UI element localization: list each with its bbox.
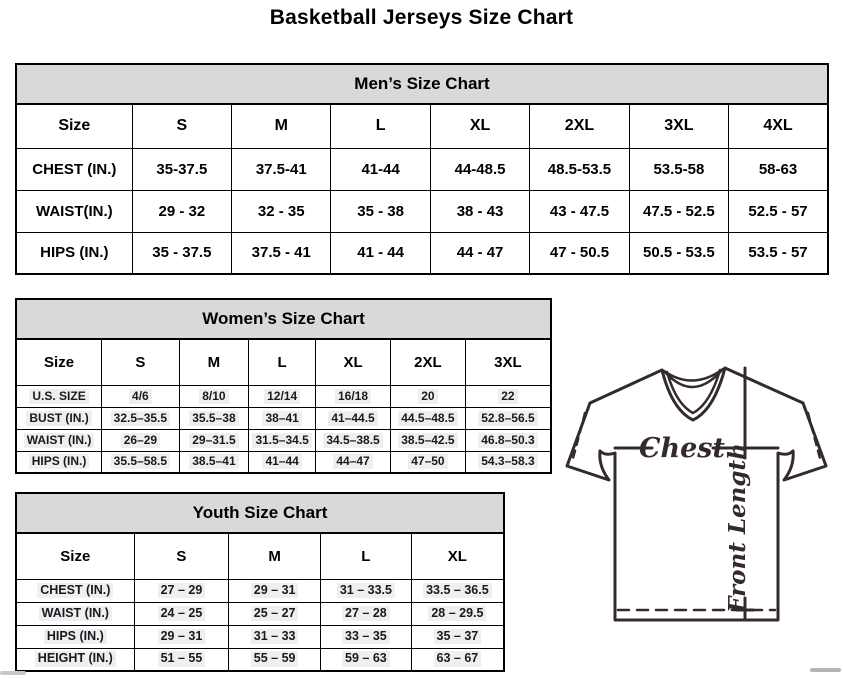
size-value: 16/18: [335, 389, 371, 404]
size-value: 44–47: [333, 454, 372, 469]
size-value: 31 – 33.5: [337, 583, 395, 599]
size-value-cell: [179, 385, 249, 407]
column-header: XL: [411, 533, 504, 579]
size-value-cell: 43 - 47.5: [530, 190, 629, 232]
row-label: [16, 602, 134, 625]
size-value-cell: [465, 429, 551, 451]
size-value-cell: 58-63: [729, 148, 828, 190]
size-value-cell: [229, 625, 321, 648]
column-header: 4XL: [729, 104, 828, 148]
size-value-cell: 35 - 38: [331, 190, 430, 232]
column-header: Size: [16, 533, 134, 579]
size-value-cell: [321, 648, 412, 671]
size-value: 26–29: [121, 433, 160, 448]
size-value-cell: [249, 429, 316, 451]
size-value: 28 – 29.5: [428, 606, 486, 622]
table-row: [16, 625, 504, 648]
size-value: 22: [498, 389, 517, 404]
size-value: 41–44.5: [328, 411, 377, 426]
column-header: Size: [16, 339, 102, 385]
table-row: [16, 429, 551, 451]
size-value-cell: [249, 407, 316, 429]
scrollbar-thumb-fragment-right[interactable]: [810, 668, 841, 672]
size-value: 63 – 67: [434, 651, 482, 667]
column-header: 3XL: [629, 104, 728, 148]
table-title: Women’s Size Chart: [16, 299, 551, 339]
size-value-cell: [316, 429, 391, 451]
row-label-text: WAIST (IN.): [24, 433, 95, 448]
mens-size-chart-table: [15, 63, 829, 275]
size-value: 38–41: [262, 411, 301, 426]
row-label-text: CHEST (IN.): [37, 583, 113, 599]
scrollbar-thumb-fragment-left[interactable]: [0, 671, 26, 675]
size-value: 31.5–34.5: [252, 433, 311, 448]
row-label-text: WAIST (IN.): [39, 606, 112, 622]
column-header: S: [132, 104, 231, 148]
size-value: 24 – 25: [158, 606, 206, 622]
jersey-collar-arc-2: [665, 370, 722, 387]
size-value: 8/10: [199, 389, 228, 404]
jersey-left-cuff-dashes: [572, 413, 585, 462]
size-value-cell: 38 - 43: [430, 190, 529, 232]
size-value-cell: [134, 625, 229, 648]
size-value-cell: [316, 407, 391, 429]
size-value-cell: [134, 579, 229, 602]
table-row: [16, 148, 828, 190]
size-value-cell: [102, 429, 180, 451]
column-header: 2XL: [530, 104, 629, 148]
size-value: 32.5–35.5: [111, 411, 170, 426]
table-row: [16, 602, 504, 625]
row-label: [16, 385, 102, 407]
row-label: HIPS (IN.): [16, 232, 132, 274]
table-title: Youth Size Chart: [16, 493, 504, 533]
womens-size-chart-table: [15, 298, 552, 474]
size-value-cell: 47.5 - 52.5: [629, 190, 728, 232]
size-value-cell: 41-44: [331, 148, 430, 190]
size-value: 35.5–58.5: [111, 454, 170, 469]
row-label: [16, 429, 102, 451]
size-value-cell: [134, 648, 229, 671]
size-value-cell: [102, 407, 180, 429]
size-value-cell: [390, 385, 465, 407]
size-value-cell: [390, 429, 465, 451]
column-header: M: [229, 533, 321, 579]
table-row: [16, 648, 504, 671]
size-value-cell: 37.5-41: [232, 148, 331, 190]
size-value-cell: [102, 451, 180, 473]
row-label: WAIST(IN.): [16, 190, 132, 232]
size-value: 27 – 29: [158, 583, 206, 599]
table-row: [16, 232, 828, 274]
size-value-cell: [179, 407, 249, 429]
size-value-cell: [179, 429, 249, 451]
size-value: 38.5–42.5: [398, 433, 457, 448]
size-value-cell: 29 - 32: [132, 190, 231, 232]
size-value: 44.5–48.5: [398, 411, 457, 426]
size-value-cell: [134, 602, 229, 625]
size-value-cell: [102, 385, 180, 407]
size-value-cell: [411, 579, 504, 602]
size-value: 4/6: [129, 389, 152, 404]
size-value: 29 – 31: [251, 583, 299, 599]
size-value: 51 – 55: [158, 651, 206, 667]
row-label: [16, 625, 134, 648]
jersey-right-cuff-dashes: [808, 413, 821, 462]
size-value-cell: [411, 648, 504, 671]
jersey-illustration: [552, 358, 843, 658]
size-value-cell: [465, 407, 551, 429]
size-value-cell: [321, 579, 412, 602]
size-value-cell: [229, 602, 321, 625]
jersey-measurement-diagram: [552, 358, 843, 658]
size-value-cell: 37.5 - 41: [232, 232, 331, 274]
size-value-cell: [316, 385, 391, 407]
size-value-cell: [321, 625, 412, 648]
row-label: [16, 648, 134, 671]
size-value-cell: 44-48.5: [430, 148, 529, 190]
column-header: L: [249, 339, 316, 385]
size-value: 46.8–50.3: [478, 433, 537, 448]
size-value: 35 – 37: [434, 629, 482, 645]
row-label: [16, 407, 102, 429]
size-value-cell: 53.5-58: [629, 148, 728, 190]
size-value-cell: [249, 385, 316, 407]
size-value-cell: 44 - 47: [430, 232, 529, 274]
row-label-text: HEIGHT (IN.): [35, 651, 116, 667]
size-value-cell: 35 - 37.5: [132, 232, 231, 274]
row-label-text: BUST (IN.): [26, 411, 91, 426]
size-value-cell: [411, 625, 504, 648]
row-label-text: HIPS (IN.): [44, 629, 107, 645]
size-value-cell: [179, 451, 249, 473]
row-label-text: U.S. SIZE: [29, 389, 88, 404]
size-value: 29–31.5: [189, 433, 238, 448]
size-value-cell: [465, 451, 551, 473]
jersey-body: [600, 451, 793, 620]
size-value: 29 – 31: [158, 629, 206, 645]
table-title: Men’s Size Chart: [16, 64, 828, 104]
size-value-cell: 32 - 35: [232, 190, 331, 232]
size-value-cell: [321, 602, 412, 625]
size-value: 38.5–41: [189, 454, 238, 469]
table-row: [16, 190, 828, 232]
size-value-cell: [249, 451, 316, 473]
column-header: S: [102, 339, 180, 385]
size-value: 47–50: [408, 454, 447, 469]
row-label-text: HIPS (IN.): [29, 454, 90, 469]
size-value: 54.3–58.3: [478, 454, 537, 469]
size-value-cell: [411, 602, 504, 625]
size-value: 20: [418, 389, 437, 404]
size-value-cell: 50.5 - 53.5: [629, 232, 728, 274]
row-label: [16, 579, 134, 602]
table-row: [16, 579, 504, 602]
page-title: Basketball Jerseys Size Chart: [269, 6, 574, 29]
front-length-label: Front Length: [724, 443, 751, 613]
column-header: 2XL: [390, 339, 465, 385]
size-value-cell: 53.5 - 57: [729, 232, 828, 274]
size-value: 35.5–38: [189, 411, 238, 426]
column-header: XL: [316, 339, 391, 385]
column-header: XL: [430, 104, 529, 148]
size-value: 52.8–56.5: [478, 411, 537, 426]
column-header: 3XL: [465, 339, 551, 385]
youth-size-chart-table: [15, 492, 505, 672]
size-value-cell: [465, 385, 551, 407]
column-header: L: [321, 533, 412, 579]
size-value-cell: [390, 451, 465, 473]
size-value: 33 – 35: [342, 629, 390, 645]
row-label: [16, 451, 102, 473]
size-value: 59 – 63: [342, 651, 390, 667]
size-value-cell: 47 - 50.5: [530, 232, 629, 274]
size-value: 25 – 27: [251, 606, 299, 622]
size-value-cell: 52.5 - 57: [729, 190, 828, 232]
size-value: 34.5–38.5: [323, 433, 382, 448]
size-value: 12/14: [264, 389, 300, 404]
size-value-cell: [390, 407, 465, 429]
size-value-cell: 48.5-53.5: [530, 148, 629, 190]
size-value: 33.5 – 36.5: [423, 583, 492, 599]
size-value-cell: [229, 648, 321, 671]
column-header: L: [331, 104, 430, 148]
size-value: 41–44: [262, 454, 301, 469]
size-value: 27 – 28: [342, 606, 390, 622]
table-row: [16, 385, 551, 407]
size-value-cell: 41 - 44: [331, 232, 430, 274]
row-label: CHEST (IN.): [16, 148, 132, 190]
column-header: S: [134, 533, 229, 579]
size-value-cell: [229, 579, 321, 602]
column-header: M: [232, 104, 331, 148]
table-row: [16, 451, 551, 473]
size-value: 31 – 33: [251, 629, 299, 645]
chest-label: Chest: [639, 433, 725, 464]
size-value-cell: [316, 451, 391, 473]
column-header: M: [179, 339, 249, 385]
table-row: [16, 407, 551, 429]
size-value-cell: 35-37.5: [132, 148, 231, 190]
column-header: Size: [16, 104, 132, 148]
size-value: 55 – 59: [251, 651, 299, 667]
